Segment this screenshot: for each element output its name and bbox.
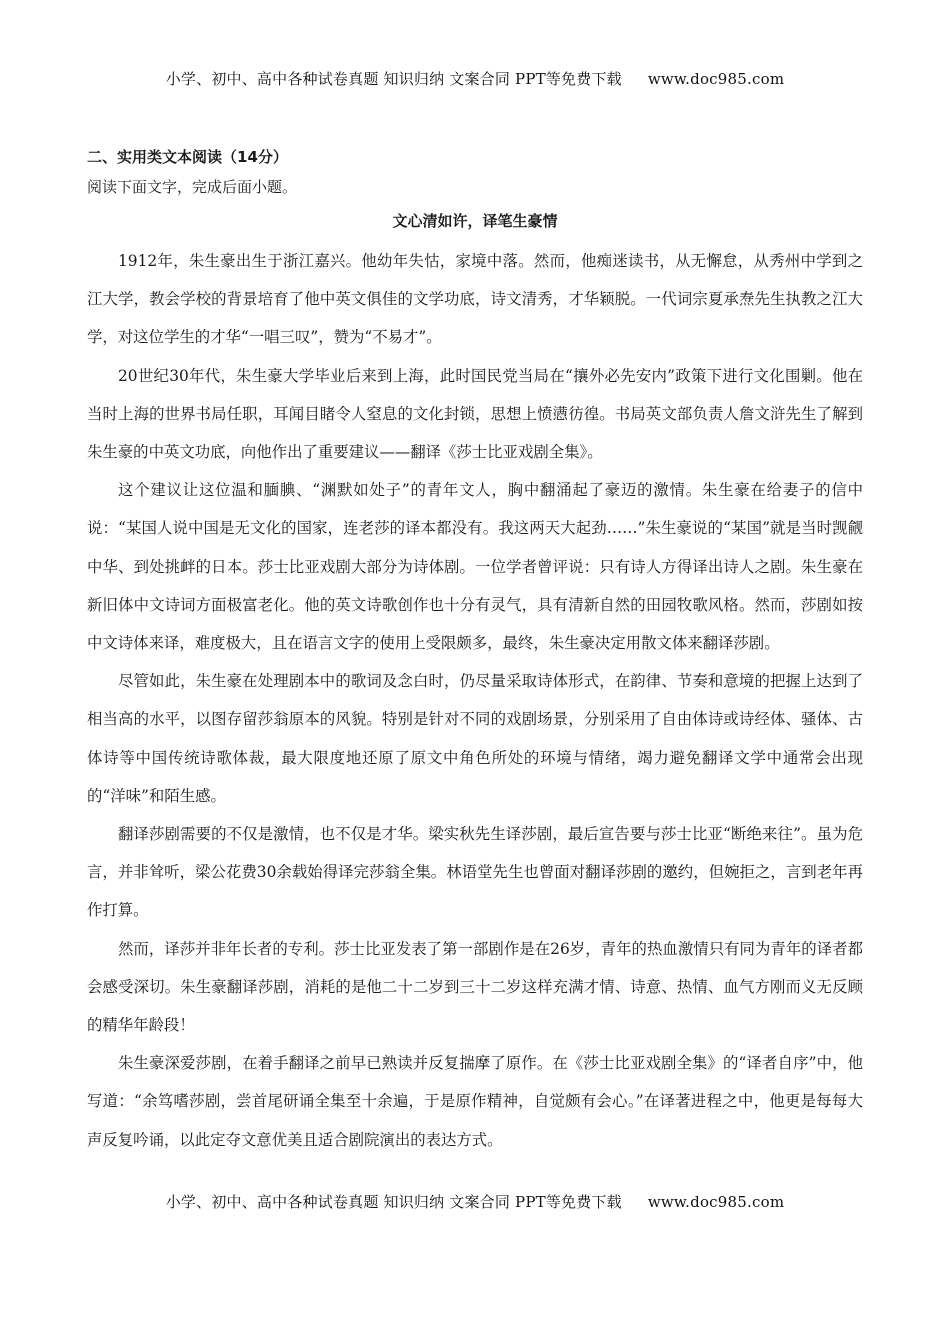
article-paragraph-6: 然而，译莎并非年长者的专利。莎士比亚发表了第一部剧作是在26岁，青年的热血激情只有同为青年的译者都会感受深切。朱生豪翻译莎剧，消耗的是他二十二岁到三十二岁这样充满才情、诗意、热情、血气方刚而义无反顾的精华年龄段！ — [87, 939, 863, 1035]
page-footer — [0, 1191, 950, 1212]
footer-text: 小学、初中、高中各种试卷真题 知识归纳 文案合同 PPT等免费下载 — [165, 1193, 622, 1211]
article-paragraph-2: 20世纪30年代，朱生豪大学毕业后来到上海，此时国民党当局在“攘外必先安内”政策下进行文化围剿。他在当时上海的世界书局任职，耳闻目睹令人窒息的文化封锁，思想上愤懑彷徨。书局英文部负责人詹文浒先生了解到朱生豪的中英文功底，向他作出了重要建议——翻译《莎士比亚戏剧全集》。 — [87, 366, 863, 462]
article-title: 文心清如许，译笔生豪情 — [392, 212, 558, 230]
document-body — [87, 142, 863, 1159]
section-title: 二、实用类文本阅读（14分） — [87, 148, 288, 166]
page-header — [0, 68, 950, 89]
article-paragraph-1: 1912年，朱生豪出生于浙江嘉兴。他幼年失怙，家境中落。然而，他痴迷读书，从无懈怠，从秀州中学到之江大学，教会学校的背景培育了他中英文俱佳的文学功底，诗文清秀，才华颖脱。一代词宗夏承焘先生执教之江大学，对这位学生的才华“一唱三叹”，赞为“不易才”。 — [87, 252, 863, 347]
section-instruction: 阅读下面文字，完成后面小题。 — [87, 178, 298, 196]
article-paragraph-5: 翻译莎剧需要的不仅是激情，也不仅是才华。梁实秋先生译莎剧，最后宣告要与莎士比亚“断绝来往”。虽为危言，并非耸听，梁公花费30余载始得译完莎翁全集。林语堂先生也曾面对翻译莎剧的邀约，但婉拒之，言到老年再作打算。 — [87, 825, 863, 920]
article-paragraph-3: 这个建议让这位温和腼腆、“渊默如处子”的青年文人，胸中翻涌起了豪迈的激情。朱生豪在给妻子的信中说：“某国人说中国是无文化的国家，连老莎的译本都没有。我这两天大起劲……”朱生豪说的“某国”就是当时觊觎中华、到处挑衅的日本。莎士比亚戏剧大部分为诗体剧。一位学者曾评说：只有诗人方得译出诗人之剧。朱生豪在新旧体中文诗词方面极富老化。他的英文诗歌创作也十分有灵气，具有清新自然的田园牧歌风格。然而，莎剧如按中文诗体来译，难度极大，且在语言文字的使用上受限颇多，最终，朱生豪决定用散文体来翻译莎剧。 — [87, 481, 863, 653]
header-text: 小学、初中、高中各种试卷真题 知识归纳 文案合同 PPT等免费下载 — [165, 70, 622, 88]
header-site-link[interactable]: www.doc985.com — [647, 70, 785, 88]
article-paragraph-7: 朱生豪深爱莎剧，在着手翻译之前早已熟读并反复揣摩了原作。在《莎士比亚戏剧全集》的“译者自序”中，他写道：“余笃嗜莎剧，尝首尾研诵全集至十余遍，于是原作精神，自觉颇有会心。”在译著进程之中，他更是每每大声反复吟诵，以此定夺文意优美且适合剧院演出的表达方式。 — [87, 1054, 863, 1149]
footer-site-link[interactable]: www.doc985.com — [647, 1193, 785, 1211]
article-paragraph-4: 尽管如此，朱生豪在处理剧本中的歌词及念白时，仍尽量采取诗体形式，在韵律、节奏和意境的把握上达到了相当高的水平，以图存留莎翁原本的风貌。特别是针对不同的戏剧场景，分别采用了自由体诗或诗经体、骚体、古体诗等中国传统诗歌体裁，最大限度地还原了原文中角色所处的环境与情绪，竭力避免翻译文学中通常会出现的“洋味”和陌生感。 — [87, 672, 863, 805]
